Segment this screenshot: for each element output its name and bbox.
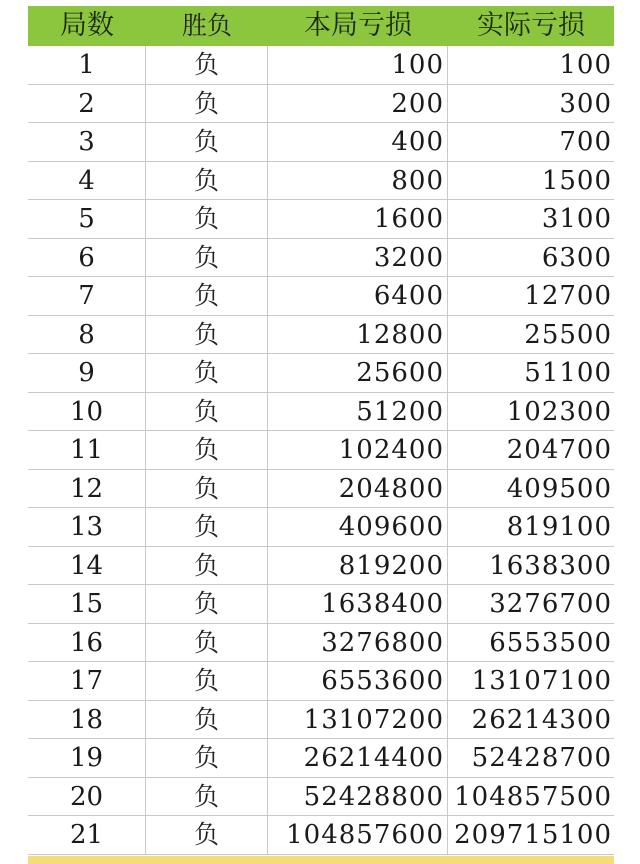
- actual-loss-cell: 3276700: [489, 589, 612, 619]
- win-loss-cell: 负: [146, 547, 268, 585]
- round-loss-cell: 204800: [268, 470, 448, 508]
- game-number-cell: 14: [28, 547, 146, 585]
- game-number-cell: 20: [28, 778, 146, 816]
- win-loss-cell: 负: [146, 354, 268, 392]
- round-loss-cell: 100: [268, 46, 448, 84]
- table-body: [28, 46, 614, 855]
- actual-loss-cell: 300: [559, 88, 612, 119]
- table-row: [28, 701, 614, 740]
- win-loss-cell: 负: [146, 508, 268, 546]
- win-loss-cell: 负: [146, 316, 268, 354]
- win-loss-cell: 负: [146, 123, 268, 161]
- win-loss-cell: 负: [146, 624, 268, 662]
- round-loss-cell: 25600: [268, 354, 448, 392]
- actual-loss-cell: 1638300: [489, 550, 612, 581]
- game-number-cell: 17: [28, 662, 146, 700]
- bottom-strip: [28, 856, 614, 864]
- round-loss-cell: 52428800: [268, 778, 448, 816]
- actual-loss-cell: 819100: [506, 512, 612, 542]
- table-row: [28, 624, 614, 663]
- table-row: [28, 162, 614, 201]
- actual-loss-cell: 104857500: [454, 781, 612, 812]
- game-number-cell: 15: [28, 585, 146, 623]
- loss-table: [28, 6, 614, 855]
- table-row: [28, 123, 614, 162]
- header-round-loss: 本局亏损: [304, 10, 412, 41]
- round-loss-cell: 3200: [268, 239, 448, 277]
- win-loss-cell: 负: [146, 85, 268, 123]
- actual-loss-cell: 3100: [541, 204, 612, 234]
- table-row: [28, 393, 614, 432]
- round-loss-cell: 12800: [268, 316, 448, 354]
- actual-loss-cell: 13107100: [471, 666, 612, 696]
- table-row: [28, 585, 614, 624]
- game-number-cell: 12: [28, 470, 146, 508]
- table-row: [28, 816, 614, 855]
- table-row: [28, 662, 614, 701]
- header-win-loss: 胜负: [181, 11, 232, 40]
- table-row: [28, 354, 614, 393]
- game-number-cell: 1: [28, 46, 146, 84]
- actual-loss-cell: 1500: [541, 165, 612, 196]
- header-actual-loss: 实际亏损: [477, 10, 585, 41]
- game-number-cell: 2: [28, 85, 146, 123]
- round-loss-cell: 51200: [268, 393, 448, 431]
- game-number-cell: 19: [28, 739, 146, 777]
- table-header-row: [28, 6, 614, 46]
- actual-loss-cell: 6300: [541, 242, 612, 273]
- round-loss-cell: 6553600: [268, 662, 448, 700]
- table-row: [28, 470, 614, 509]
- round-loss-cell: 13107200: [268, 701, 448, 739]
- actual-loss-cell: 6553500: [489, 627, 612, 658]
- table-row: [28, 277, 614, 316]
- win-loss-cell: 负: [146, 200, 268, 238]
- win-loss-cell: 负: [146, 739, 268, 777]
- game-number-cell: 11: [28, 431, 146, 469]
- round-loss-cell: 200: [268, 85, 448, 123]
- table-row: [28, 778, 614, 817]
- actual-loss-cell: 52428700: [471, 743, 612, 773]
- actual-loss-cell: 51100: [524, 358, 612, 388]
- round-loss-cell: 400: [268, 123, 448, 161]
- round-loss-cell: 819200: [268, 547, 448, 585]
- table-row: [28, 316, 614, 355]
- game-number-cell: 18: [28, 701, 146, 739]
- win-loss-cell: 负: [146, 277, 268, 315]
- actual-loss-cell: 700: [559, 127, 612, 157]
- game-number-cell: 4: [28, 162, 146, 200]
- round-loss-cell: 1600: [268, 200, 448, 238]
- win-loss-cell: 负: [146, 585, 268, 623]
- header-game-number: 局数: [60, 10, 114, 41]
- win-loss-cell: 负: [146, 470, 268, 508]
- table-row: [28, 239, 614, 278]
- round-loss-cell: 6400: [268, 277, 448, 315]
- table-row: [28, 508, 614, 547]
- actual-loss-cell: 26214300: [471, 704, 612, 735]
- win-loss-cell: 负: [146, 778, 268, 816]
- table-row: [28, 200, 614, 239]
- actual-loss-cell: 204700: [506, 435, 612, 465]
- actual-loss-cell: 100: [559, 50, 612, 80]
- win-loss-cell: 负: [146, 431, 268, 469]
- game-number-cell: 3: [28, 123, 146, 161]
- actual-loss-cell: 102300: [506, 396, 612, 427]
- round-loss-cell: 102400: [268, 431, 448, 469]
- table-row: [28, 547, 614, 586]
- game-number-cell: 7: [28, 277, 146, 315]
- round-loss-cell: 3276800: [268, 624, 448, 662]
- game-number-cell: 10: [28, 393, 146, 431]
- game-number-cell: 9: [28, 354, 146, 392]
- win-loss-cell: 负: [146, 239, 268, 277]
- actual-loss-cell: 409500: [506, 473, 612, 504]
- game-number-cell: 16: [28, 624, 146, 662]
- game-number-cell: 13: [28, 508, 146, 546]
- game-number-cell: 5: [28, 200, 146, 238]
- game-number-cell: 6: [28, 239, 146, 277]
- actual-loss-cell: 12700: [524, 281, 612, 311]
- table-row: [28, 85, 614, 124]
- game-number-cell: 21: [28, 816, 146, 854]
- win-loss-cell: 负: [146, 701, 268, 739]
- table-row: [28, 46, 614, 85]
- actual-loss-cell: 25500: [524, 319, 612, 350]
- game-number-cell: 8: [28, 316, 146, 354]
- round-loss-cell: 104857600: [268, 816, 448, 854]
- round-loss-cell: 26214400: [268, 739, 448, 777]
- win-loss-cell: 负: [146, 46, 268, 84]
- win-loss-cell: 负: [146, 393, 268, 431]
- win-loss-cell: 负: [146, 162, 268, 200]
- table-row: [28, 431, 614, 470]
- win-loss-cell: 负: [146, 816, 268, 854]
- actual-loss-cell: 209715100: [454, 820, 612, 850]
- table-row: [28, 739, 614, 778]
- round-loss-cell: 1638400: [268, 585, 448, 623]
- win-loss-cell: 负: [146, 662, 268, 700]
- round-loss-cell: 409600: [268, 508, 448, 546]
- round-loss-cell: 800: [268, 162, 448, 200]
